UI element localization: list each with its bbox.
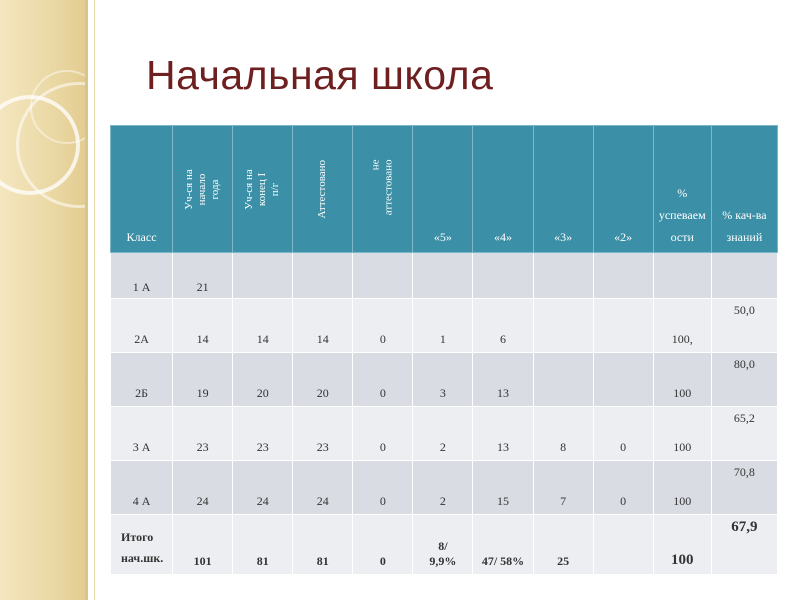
column-header-label: «5» — [433, 230, 452, 244]
table-cell: 20 — [293, 353, 353, 407]
table-cell: 0 — [353, 353, 413, 407]
column-header-label: не аттестовано — [369, 159, 395, 216]
table-cell: 80,0 — [711, 353, 777, 407]
table-cell — [533, 353, 593, 407]
column-header — [353, 126, 413, 253]
table-cell — [593, 299, 653, 353]
table-cell: 2А — [111, 299, 173, 353]
table-cell: 100 — [653, 353, 711, 407]
table-cell: 13 — [473, 353, 533, 407]
table-cell — [293, 253, 353, 299]
table-cell: 100, — [653, 299, 711, 353]
table-cell: 2 — [413, 461, 473, 515]
table-cell: 23 — [233, 407, 293, 461]
table-cell — [593, 253, 653, 299]
column-header-label: Уч-ся на конец I п/г — [243, 168, 282, 210]
table-cell: 6 — [473, 299, 533, 353]
column-header-label: «2» — [614, 230, 633, 244]
table-cell: 2 — [413, 407, 473, 461]
table-cell: 0 — [593, 461, 653, 515]
table-cell: 24 — [293, 461, 353, 515]
table-cell: 25 — [533, 515, 593, 575]
table-cell: 23 — [173, 407, 233, 461]
table-cell: 4 А — [111, 461, 173, 515]
table-cell: 50,0 — [711, 299, 777, 353]
column-header — [593, 126, 653, 253]
table-cell: 15 — [473, 461, 533, 515]
column-header-label: % кач-ва знаний — [722, 208, 767, 244]
table-cell: 19 — [173, 353, 233, 407]
total-row — [111, 515, 778, 575]
table-cell: 14 — [233, 299, 293, 353]
table-cell: 47/ 58% — [473, 515, 533, 575]
table-cell: 100 — [653, 461, 711, 515]
table-cell: 3 — [413, 353, 473, 407]
table-row — [111, 461, 778, 515]
table-cell: 8/ 9,9% — [413, 515, 473, 575]
table-cell: 67,9 — [711, 515, 777, 575]
table-cell: 14 — [293, 299, 353, 353]
table-cell: 81 — [233, 515, 293, 575]
table-cell: 1 А — [111, 253, 173, 299]
table-cell: 14 — [173, 299, 233, 353]
column-header-label: Аттестовано — [316, 159, 329, 218]
decorative-side-strip — [0, 0, 88, 600]
table-cell: 101 — [173, 515, 233, 575]
table-cell — [473, 253, 533, 299]
table-cell: 21 — [173, 253, 233, 299]
table-cell: 24 — [233, 461, 293, 515]
table-cell: 65,2 — [711, 407, 777, 461]
table-header-row — [111, 126, 778, 253]
table-cell: 3 А — [111, 407, 173, 461]
table-cell: 0 — [353, 461, 413, 515]
column-header — [293, 126, 353, 253]
column-header — [653, 126, 711, 253]
table-cell — [353, 253, 413, 299]
decorative-divider-line — [94, 0, 95, 600]
table-cell: 7 — [533, 461, 593, 515]
column-header — [533, 126, 593, 253]
table-cell: 0 — [353, 515, 413, 575]
column-header-label: «3» — [554, 230, 573, 244]
table-row — [111, 253, 778, 299]
table-cell: 100 — [653, 407, 711, 461]
table-cell — [653, 253, 711, 299]
table-cell: 0 — [353, 299, 413, 353]
table-cell: 2Б — [111, 353, 173, 407]
column-header-label: % успеваем ости — [658, 186, 706, 244]
table-cell: 70,8 — [711, 461, 777, 515]
table-cell: 81 — [293, 515, 353, 575]
table-cell — [711, 253, 777, 299]
column-header — [173, 126, 233, 253]
column-header — [233, 126, 293, 253]
column-header-label: Уч-ся на начало года — [183, 168, 222, 210]
slide-title: Начальная школа — [146, 52, 494, 98]
table-cell: 1 — [413, 299, 473, 353]
table-cell: 0 — [353, 407, 413, 461]
table-cell: 24 — [173, 461, 233, 515]
table-cell: 8 — [533, 407, 593, 461]
column-header-label: «4» — [494, 230, 512, 244]
column-header — [473, 126, 533, 253]
table-cell — [533, 253, 593, 299]
table-row — [111, 299, 778, 353]
table-cell — [233, 253, 293, 299]
column-header-label: Класс — [126, 230, 157, 244]
column-header — [711, 126, 777, 253]
table-cell — [533, 299, 593, 353]
table-cell: Итого нач.шк. — [111, 515, 173, 575]
table-cell: 13 — [473, 407, 533, 461]
column-header — [111, 126, 173, 253]
grades-table — [110, 125, 778, 575]
table-cell: 100 — [653, 515, 711, 575]
table-cell: 23 — [293, 407, 353, 461]
table-cell: 0 — [593, 407, 653, 461]
table-cell — [593, 353, 653, 407]
table-cell — [413, 253, 473, 299]
table-cell: 20 — [233, 353, 293, 407]
table-row — [111, 353, 778, 407]
column-header — [413, 126, 473, 253]
table-body — [111, 253, 778, 575]
table-row — [111, 407, 778, 461]
table-cell — [593, 515, 653, 575]
